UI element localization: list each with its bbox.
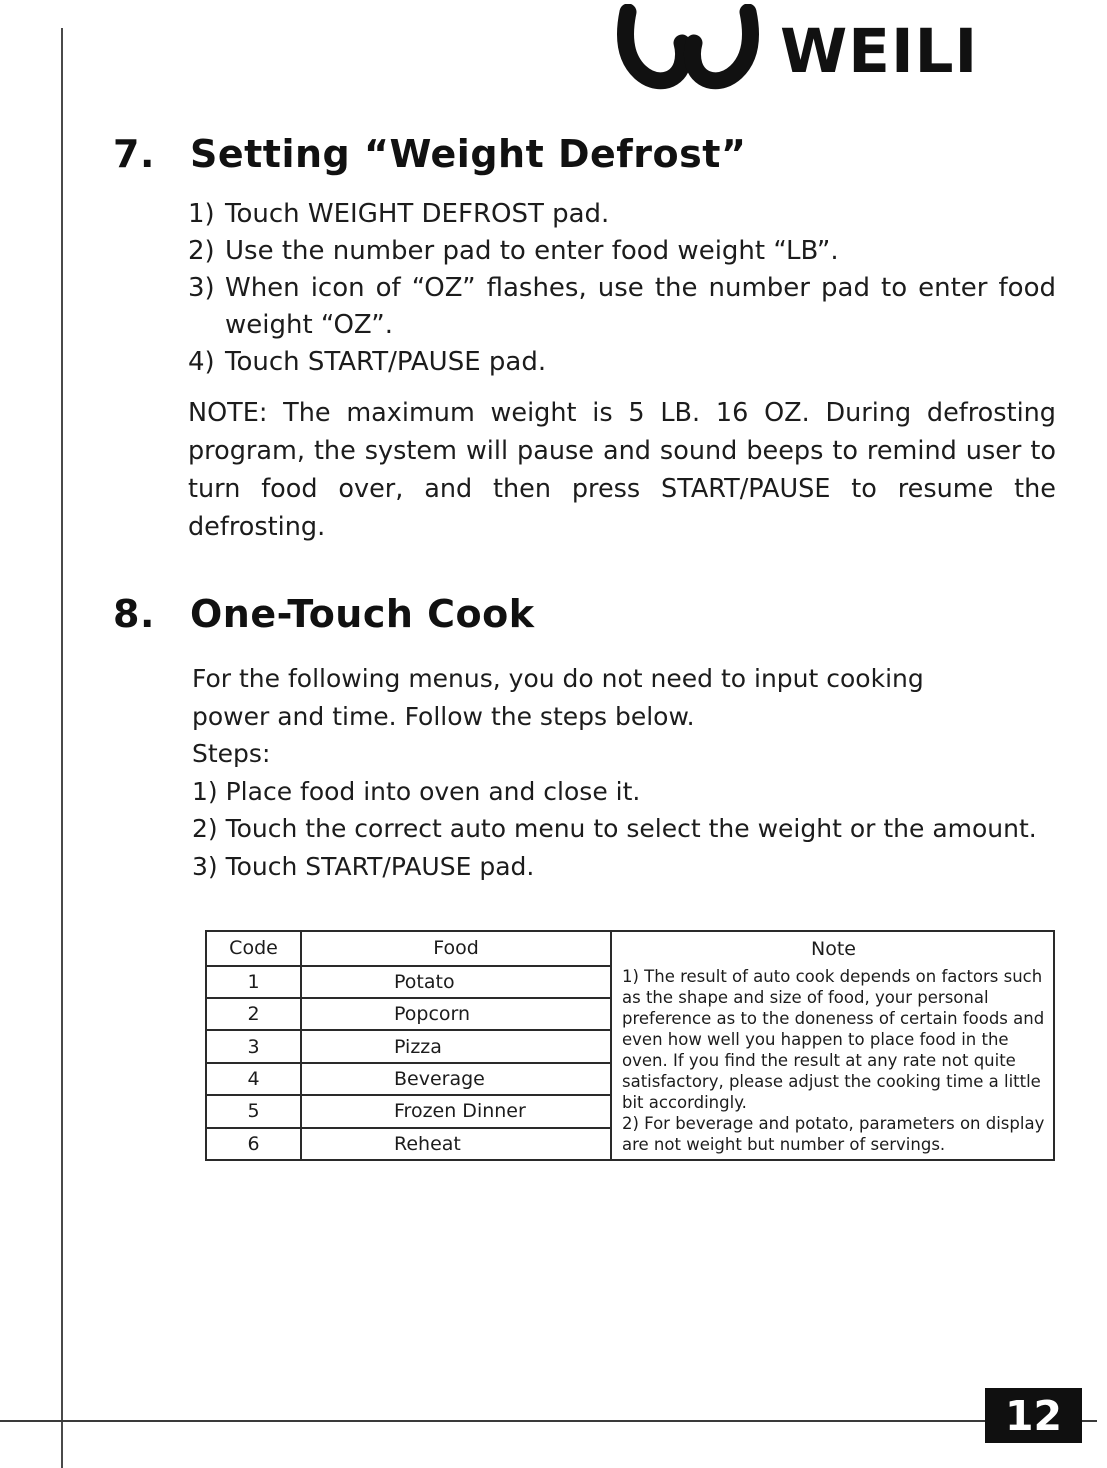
table-note-cell xyxy=(611,931,1054,1160)
food-cell: Popcorn xyxy=(301,998,611,1030)
note-paragraph-1: 1) The result of auto cook depends on factors such as the shape and size of food, your personal preference as to the doneness of certain foods and even how well you happen to place food in the oven. If you find the result at any rate not quite satisfactory, please adjust the cooking time a little bit accordingly. xyxy=(622,967,1045,1112)
code-cell: 3 xyxy=(206,1030,301,1062)
note-paragraph-2: 2) For beverage and potato, parameters on display are not weight but number of servings. xyxy=(622,1114,1045,1154)
code-cell: 5 xyxy=(206,1095,301,1127)
section-8-title: One-Touch Cook xyxy=(190,592,535,636)
section-8-line: For the following menus, you do not need to input cooking xyxy=(192,664,924,693)
section-8-number: 8. xyxy=(113,592,155,636)
column-header-note: Note xyxy=(811,938,856,960)
instruction-step xyxy=(188,196,1056,233)
code-cell: 4 xyxy=(206,1063,301,1095)
weili-logo-icon xyxy=(612,4,764,100)
food-cell: Pizza xyxy=(301,1030,611,1062)
code-cell: 2 xyxy=(206,998,301,1030)
food-cell: Beverage xyxy=(301,1063,611,1095)
one-touch-cook-table xyxy=(205,930,1055,1161)
food-cell: Reheat xyxy=(301,1128,611,1160)
instruction-step xyxy=(188,233,1056,270)
footer-rule xyxy=(0,1420,1097,1422)
section-8-line: 1) Place food into oven and close it. xyxy=(192,776,641,806)
section-7-title: Setting “Weight Defrost” xyxy=(190,132,747,176)
food-cell: Potato xyxy=(301,966,611,998)
step-marker: 2) xyxy=(188,236,215,266)
instruction-step xyxy=(188,270,1056,344)
brand-name: WEILI xyxy=(780,16,979,87)
section-8-line: power and time. Follow the steps below. xyxy=(192,701,695,731)
section-8-heading xyxy=(113,592,535,636)
step-marker: 3) xyxy=(188,273,215,303)
section-7-body xyxy=(188,196,1056,546)
brand-logo xyxy=(612,4,978,100)
section-8-line: 3) Touch START/PAUSE pad. xyxy=(192,851,535,881)
column-header-code: Code xyxy=(206,931,301,966)
step-text: Touch WEIGHT DEFROST pad. xyxy=(225,199,610,229)
column-header-food: Food xyxy=(301,931,611,966)
table-header-row xyxy=(206,931,1054,966)
food-cell: Frozen Dinner xyxy=(301,1095,611,1127)
step-text: Use the number pad to enter food weight “LB”. xyxy=(225,236,839,266)
step-text: Touch START/PAUSE pad. xyxy=(225,347,547,377)
page-number-box xyxy=(985,1388,1082,1443)
section-7-note: NOTE: The maximum weight is 5 LB. 16 OZ. During defrosting program, the system will pause and sound beeps to remind user to turn food over, and then press START/PAUSE to resume the defrosting. xyxy=(188,398,1056,542)
step-marker: 4) xyxy=(188,347,215,377)
section-8-line: Steps: xyxy=(192,739,271,768)
section-8-body xyxy=(192,660,1052,885)
left-margin-rule xyxy=(61,28,63,1468)
code-cell: 6 xyxy=(206,1128,301,1160)
step-text: When icon of “OZ” flashes, use the number pad to enter food weight “OZ”. xyxy=(225,273,1056,340)
section-8-line: 2) Touch the correct auto menu to select the weight or the amount. xyxy=(192,814,1037,843)
step-marker: 1) xyxy=(188,199,215,229)
instruction-step xyxy=(188,344,1056,381)
section-7-heading xyxy=(113,132,746,176)
section-7-number: 7. xyxy=(113,132,155,176)
page-number: 12 xyxy=(1004,1391,1063,1440)
code-cell: 1 xyxy=(206,966,301,998)
